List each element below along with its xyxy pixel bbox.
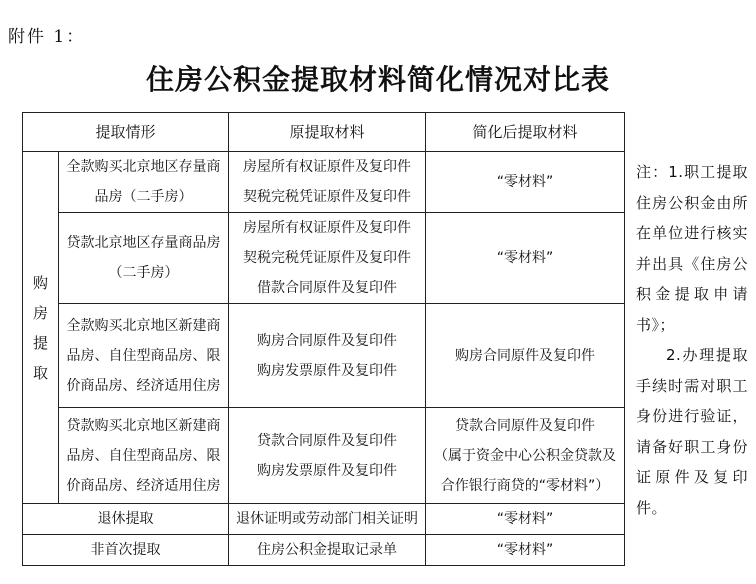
case-cell-retire: 退休提取: [23, 504, 229, 535]
original-cell: 退休证明或劳动部门相关证明: [229, 504, 426, 535]
header-original: 原提取材料: [229, 113, 426, 152]
original-cell: 贷款合同原件及复印件 购房发票原件及复印件: [229, 408, 426, 504]
simplified-cell: 贷款合同原件及复印件 （属于资金中心公积金贷款及合作银行商贷的“零材料”）: [426, 408, 625, 504]
table-row: [23, 408, 625, 504]
attachment-label: 附件 1：: [8, 27, 86, 47]
table-header-row: [23, 113, 625, 152]
simplified-cell: “零材料”: [426, 535, 625, 566]
page-title: 住房公积金提取材料简化情况对比表: [145, 63, 610, 96]
table-row: [23, 304, 625, 408]
note-paragraph-2: 2.办理提取手续时需对职工身份进行验证，请备好职工身份证原件及复印件。: [636, 346, 748, 517]
simplified-cell: 购房合同原件及复印件: [426, 304, 625, 408]
header-case: 提取情形: [23, 113, 229, 152]
original-cell: 房屋所有权证原件及复印件 契税完税凭证原件及复印件: [229, 152, 426, 213]
case-cell: 贷款北京地区存量商品房（二手房）: [59, 213, 229, 304]
comparison-table: [22, 112, 625, 566]
case-cell: 全款购买北京地区存量商品房（二手房）: [59, 152, 229, 213]
side-note: [636, 157, 748, 523]
case-cell-non-first: 非首次提取: [23, 535, 229, 566]
original-cell: 购房合同原件及复印件 购房发票原件及复印件: [229, 304, 426, 408]
table-row: [23, 504, 625, 535]
original-cell: 住房公积金提取记录单: [229, 535, 426, 566]
group-label-purchase: 购 房 提 取: [23, 152, 59, 504]
table-row: [23, 152, 625, 213]
note-paragraph-1: 注：1.职工提取住房公积金由所在单位进行核实并出具《住房公积金提取申请书》；: [636, 163, 748, 334]
case-cell: 全款购买北京地区新建商品房、自住型商品房、限价商品房、经济适用住房: [59, 304, 229, 408]
simplified-cell: “零材料”: [426, 213, 625, 304]
table-row: [23, 535, 625, 566]
table-row: [23, 213, 625, 304]
original-cell: 房屋所有权证原件及复印件 契税完税凭证原件及复印件 借款合同原件及复印件: [229, 213, 426, 304]
simplified-cell: “零材料”: [426, 504, 625, 535]
header-simplified: 简化后提取材料: [426, 113, 625, 152]
case-cell: 贷款购买北京地区新建商品房、自住型商品房、限价商品房、经济适用住房: [59, 408, 229, 504]
simplified-cell: “零材料”: [426, 152, 625, 213]
